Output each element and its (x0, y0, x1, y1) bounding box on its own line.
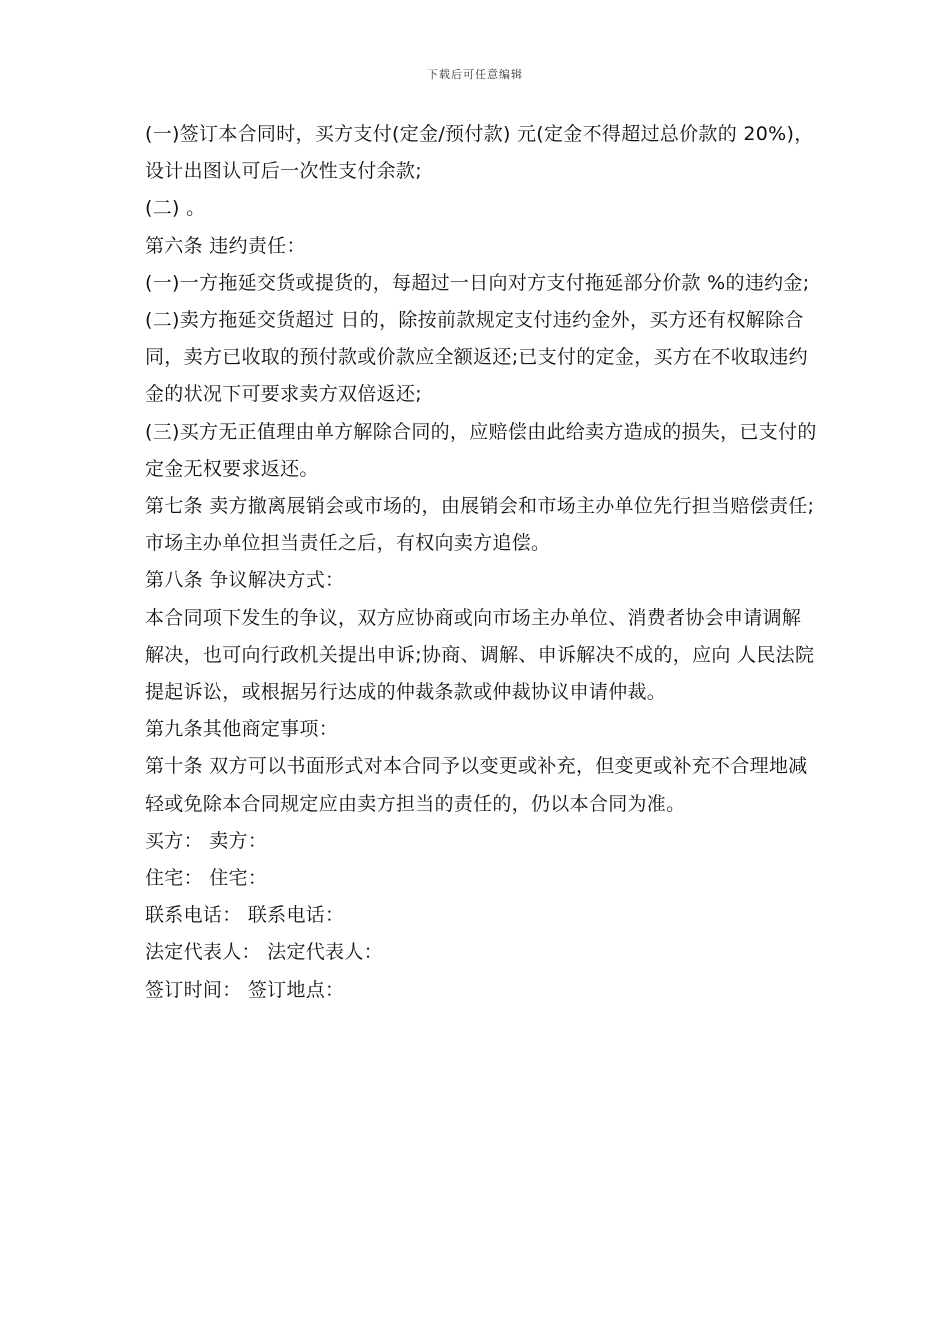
article-heading: 第六条 违约责任： (145, 234, 306, 257)
signature-line: 住宅： 住宅： (145, 867, 268, 890)
signature-line: 联系电话： 联系电话： (145, 904, 345, 927)
article-heading: 第八条 争议解决方式： (145, 569, 345, 592)
clause-paragraph: (一)签订本合同时，买方支付(定金/预付款) 元(定金不得超过总价款的 20%)，设计出图认可后一次性支付余款; (145, 123, 814, 183)
clause-paragraph: (三)买方无正值理由单方解除合同的，应赔偿由此给卖方造成的损失，已支付的定金无权要求返还。 (145, 420, 817, 480)
document-body (145, 116, 820, 1009)
article-heading: 第九条其他商定事项： (145, 718, 339, 741)
signature-line: 法定代表人： 法定代表人： (145, 941, 383, 964)
page-header: 下载后可任意编辑 (427, 68, 523, 81)
article-paragraph: 第十条 双方可以书面形式对本合同予以变更或补充，但变更或补充不合理地减轻或免除本合同规定应由卖方担当的责任的，仍以本合同为准。 (145, 755, 808, 815)
signature-line: 签订时间： 签订地点： (145, 978, 345, 1001)
clause-paragraph: (二) 。 (145, 197, 206, 220)
clause-paragraph: 本合同项下发生的争议，双方应协商或向市场主办单位、消费者协会申请调解解决，也可向行政机关提出申诉;协商、调解、申诉解决不成的，应向 人民法院提起诉讼，或根据另行达成的仲裁条款或仲裁协议申请仲裁。 (145, 606, 815, 704)
signature-line: 买方： 卖方： (145, 829, 268, 852)
article-paragraph: 第七条 卖方撤离展销会或市场的，由展销会和市场主办单位先行担当赔偿责任;市场主办单位担当责任之后，有权向卖方追偿。 (145, 495, 815, 555)
clause-paragraph: (二)卖方拖延交货超过 日的，除按前款规定支付违约金外，买方还有权解除合同，卖方已收取的预付款或价款应全额返还;已支付的定金，买方在不收取违约金的状况下可要求卖方双倍返还; (145, 309, 808, 406)
clause-paragraph: (一)一方拖延交货或提货的，每超过一日向对方支付拖延部分价款 %的违约金; (145, 271, 810, 294)
